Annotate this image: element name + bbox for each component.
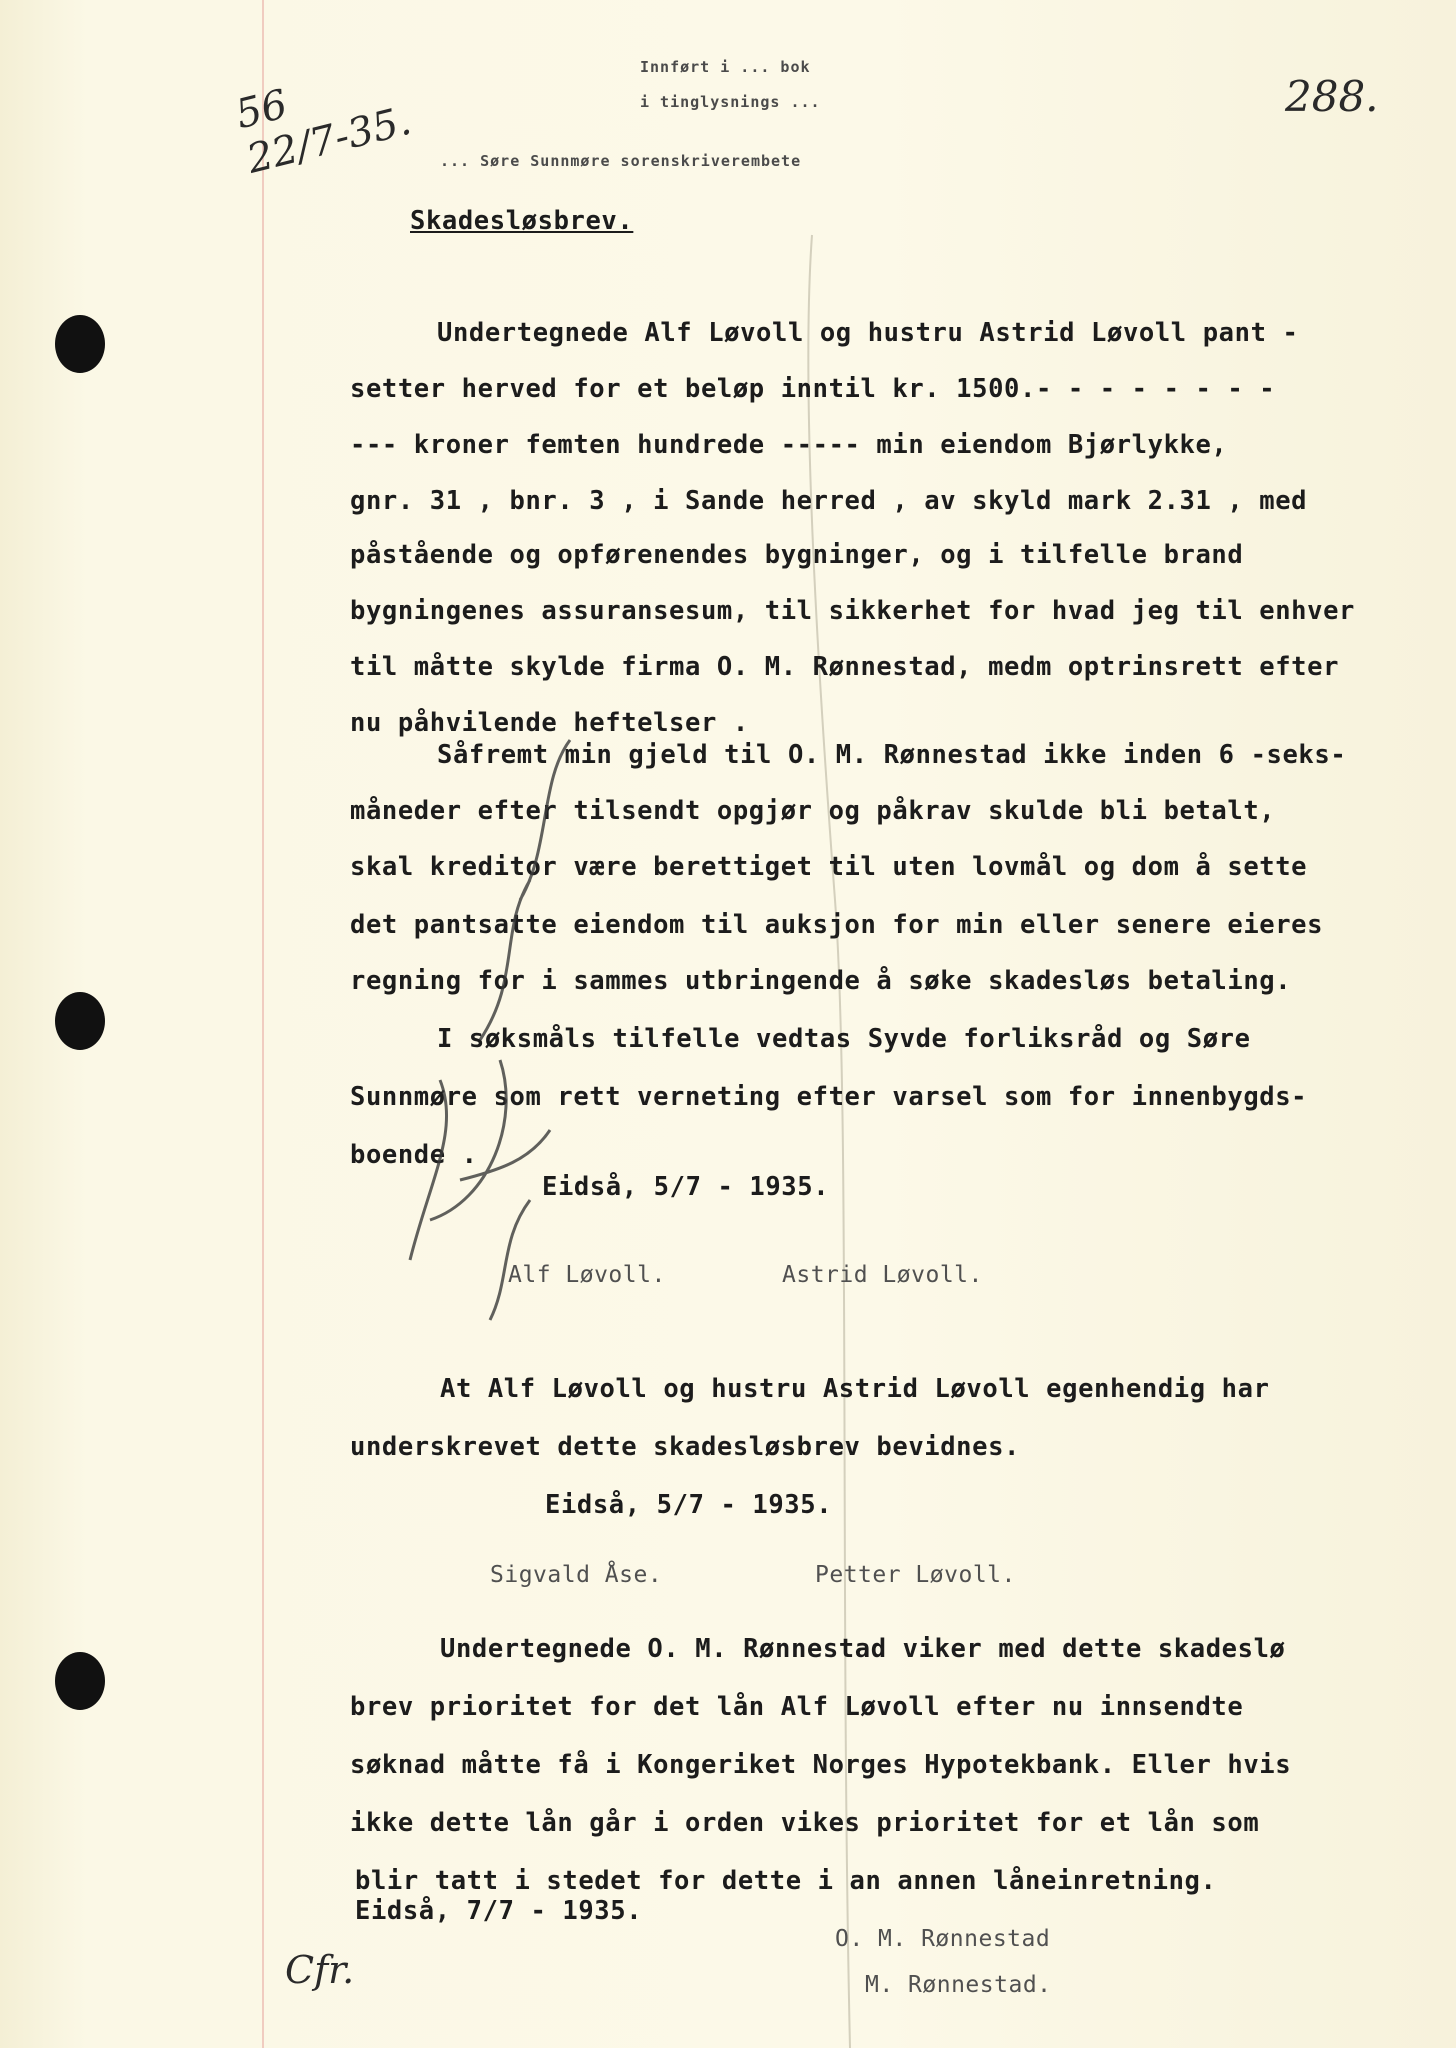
closing-line: Eidså, 7/7 - 1935. [355,1896,643,1926]
registry-stamp-line-1: Innført i ... bok [640,58,811,76]
closing-line: ikke dette lån går i orden vikes prioritet for et lån som [350,1808,1260,1838]
closing-line: søknad måtte få i Kongeriket Norges Hypotekbank. Eller hvis [350,1750,1292,1780]
handwritten-cfr: Cfr. [285,1948,355,1992]
body-line: måneder efter tilsendt opgjør og påkrav skulde bli betalt, [350,796,1276,826]
closing-line: Undertegnede O. M. Rønnestad viker med dette skadeslø [440,1634,1286,1664]
registry-stamp-line-2: i tinglysnings ... [640,93,821,111]
body-line: Sunnmøre som rett verneting efter varsel som for innenbygds- [350,1082,1308,1112]
body-line: bygningenes assuransesum, til sikkerhet for hvad jeg til enhver [350,596,1355,626]
body-line: gnr. 31 , bnr. 3 , i Sande herred , av skyld mark 2.31 , med [350,486,1308,516]
signature-m-ronnestad: M. Rønnestad. [865,1972,1052,1998]
body-line: boende . [350,1140,478,1170]
signature-sigvald: Sigvald Åse. [490,1562,663,1588]
registry-stamp-line-3: ... Søre Sunnmøre sorenskriverembete [440,152,802,170]
document-title: Skadesløsbrev. [410,206,634,236]
closing-line: brev prioritet for det lån Alf Løvoll efter nu innsendte [350,1692,1244,1722]
witness-line: At Alf Løvoll og hustru Astrid Løvoll egenhendig har [440,1374,1270,1404]
signature-om-ronnestad: O. M. Rønnestad [835,1926,1051,1952]
body-line: påstående og opførenendes bygninger, og i tilfelle brand [350,540,1244,570]
body-line: til måtte skylde firma O. M. Rønnestad, medm optrinsrett efter [350,652,1340,682]
body-line: Såfremt min gjeld til O. M. Rønnestad ikke inden 6 -seks- [437,740,1347,770]
page-number: 288. [1285,72,1379,121]
body-line: Eidså, 5/7 - 1935. [542,1172,830,1202]
handwritten-reference: 56 22/7-35. [231,81,416,183]
closing-line: blir tatt i stedet for dette i an annen låneinretning. [355,1866,1217,1896]
body-line: det pantsatte eiendom til auksjon for min eller senere eieres [350,910,1324,940]
body-line: regning for i sammes utbringende å søke skadesløs betaling. [350,966,1292,996]
body-line: --- kroner femten hundrede ----- min eiendom Bjørlykke, [350,430,1228,460]
punch-hole [55,992,105,1050]
punch-hole [55,315,105,373]
signature-astrid: Astrid Løvoll. [782,1262,983,1288]
body-line: skal kreditor være berettiget til uten lovmål og dom å sette [350,852,1308,882]
body-line: nu påhvilende heftelser . [350,708,749,738]
witness-line: Eidså, 5/7 - 1935. [545,1490,833,1520]
punch-hole [55,1652,105,1710]
signature-alf: Alf Løvoll. [508,1262,666,1288]
body-line: I søksmåls tilfelle vedtas Syvde forliksråd og Søre [437,1024,1251,1054]
witness-line: underskrevet dette skadesløsbrev bevidnes. [350,1432,1020,1462]
body-line: setter herved for et beløp inntil kr. 1500.- - - - - - - - [350,374,1276,404]
signature-petter: Petter Løvoll. [815,1562,1016,1588]
body-line: Undertegnede Alf Løvoll og hustru Astrid Løvoll pant - [437,318,1299,348]
